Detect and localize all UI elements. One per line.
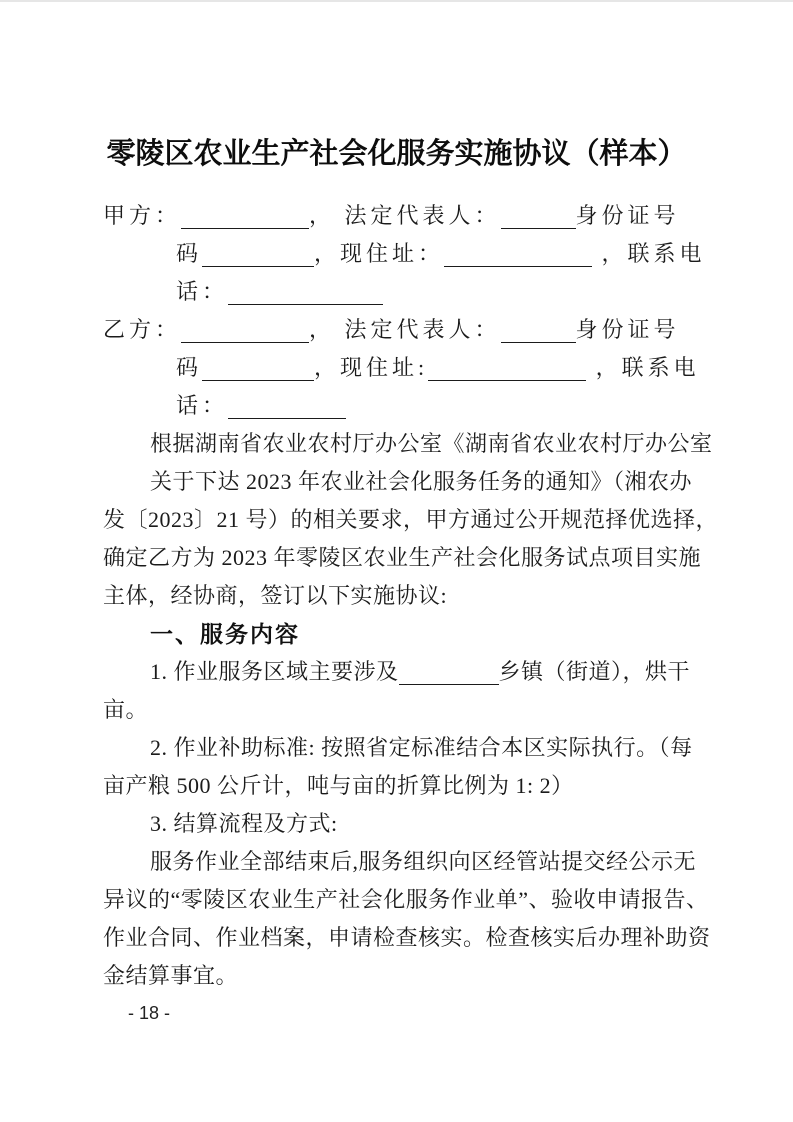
- text-run: 发〔2023〕21 号）的相关要求，甲方通过公开规范择优选择，: [103, 507, 719, 532]
- blank-underline: [181, 314, 309, 343]
- text-run: 关于下达 2023 年农业社会化服务任务的通知》（湘农办: [150, 469, 693, 494]
- document-line: [103, 501, 743, 539]
- text-run: 乙方：: [103, 317, 182, 342]
- document-body: [103, 197, 743, 995]
- text-run: 乡镇（街道），烘干: [498, 659, 691, 684]
- text-run: 码: [176, 241, 203, 266]
- text-run: 话：: [176, 393, 229, 418]
- document-line: [103, 539, 743, 577]
- document-line: [103, 805, 743, 843]
- text-run: ，联系电: [586, 355, 700, 380]
- text-run: ， 法定代表人：: [309, 203, 501, 228]
- document-line: [103, 235, 743, 273]
- text-run: 身份证号: [575, 317, 680, 342]
- blank-underline: [428, 352, 586, 381]
- blank-underline: [202, 352, 314, 381]
- document-line: [103, 577, 743, 615]
- text-run: 甲方：: [103, 203, 182, 228]
- text-run: 服务作业全部结束后,服务组织向区经管站提交经公示无: [150, 849, 697, 874]
- text-run: ， 法定代表人：: [309, 317, 501, 342]
- blank-underline: [228, 390, 346, 419]
- page-top-edge-divider: [0, 0, 793, 2]
- text-run: 亩产粮 500 公斤计，吨与亩的折算比例为 1: 2）: [103, 773, 574, 798]
- text-run: 主体，经协商，签订以下实施协议:: [103, 583, 448, 608]
- document-line: [103, 843, 743, 881]
- text-run: 1. 作业服务区域主要涉及: [150, 659, 399, 684]
- text-run: 亩。: [103, 697, 149, 722]
- blank-underline: [228, 276, 383, 305]
- blank-underline: [501, 314, 576, 343]
- document-line: [103, 197, 743, 235]
- text-run: 码: [176, 355, 203, 380]
- document-line: [103, 919, 743, 957]
- blank-underline: [501, 200, 576, 229]
- document-line: [103, 691, 743, 729]
- text-run: 作业合同、作业档案，申请检查核实。检查核实后办理补助资: [103, 925, 711, 950]
- text-run: 身份证号: [575, 203, 680, 228]
- blank-underline: [399, 656, 499, 685]
- document-line: [103, 463, 743, 501]
- document-title: 零陵区农业生产社会化服务实施协议（样本）: [106, 138, 687, 171]
- document-line: [103, 615, 743, 653]
- document-line: [103, 311, 743, 349]
- text-run: 确定乙方为 2023 年零陵区农业生产社会化服务试点项目实施: [103, 545, 702, 570]
- page-number: - 18 -: [128, 1003, 171, 1023]
- text-run: 异议的“零陵区农业生产社会化服务作业单”、验收申请报告、: [103, 887, 709, 912]
- text-run: 2. 作业补助标准: 按照省定标准结合本区实际执行。（每: [150, 735, 693, 760]
- document-line: [103, 387, 743, 425]
- document-line: [103, 425, 743, 463]
- blank-underline: [444, 238, 592, 267]
- text-run: 一、服务内容: [150, 621, 300, 647]
- document-line: [103, 653, 743, 691]
- document-line: [103, 349, 743, 387]
- text-run: 根据湖南省农业农村厅办公室《湖南省农业农村厅办公室: [150, 431, 713, 456]
- text-run: ，联系电: [592, 241, 706, 266]
- document-line: [103, 767, 743, 805]
- blank-underline: [202, 238, 314, 267]
- document-line: [103, 273, 743, 311]
- text-run: ，现住址:: [314, 355, 429, 380]
- document-line: [103, 957, 743, 995]
- text-run: 3. 结算流程及方式:: [150, 811, 338, 836]
- blank-underline: [181, 200, 309, 229]
- text-run: 金结算事宜。: [103, 963, 239, 988]
- document-line: [103, 729, 743, 767]
- text-run: ，现住址：: [314, 241, 445, 266]
- text-run: 话：: [176, 279, 229, 304]
- document-line: [103, 881, 743, 919]
